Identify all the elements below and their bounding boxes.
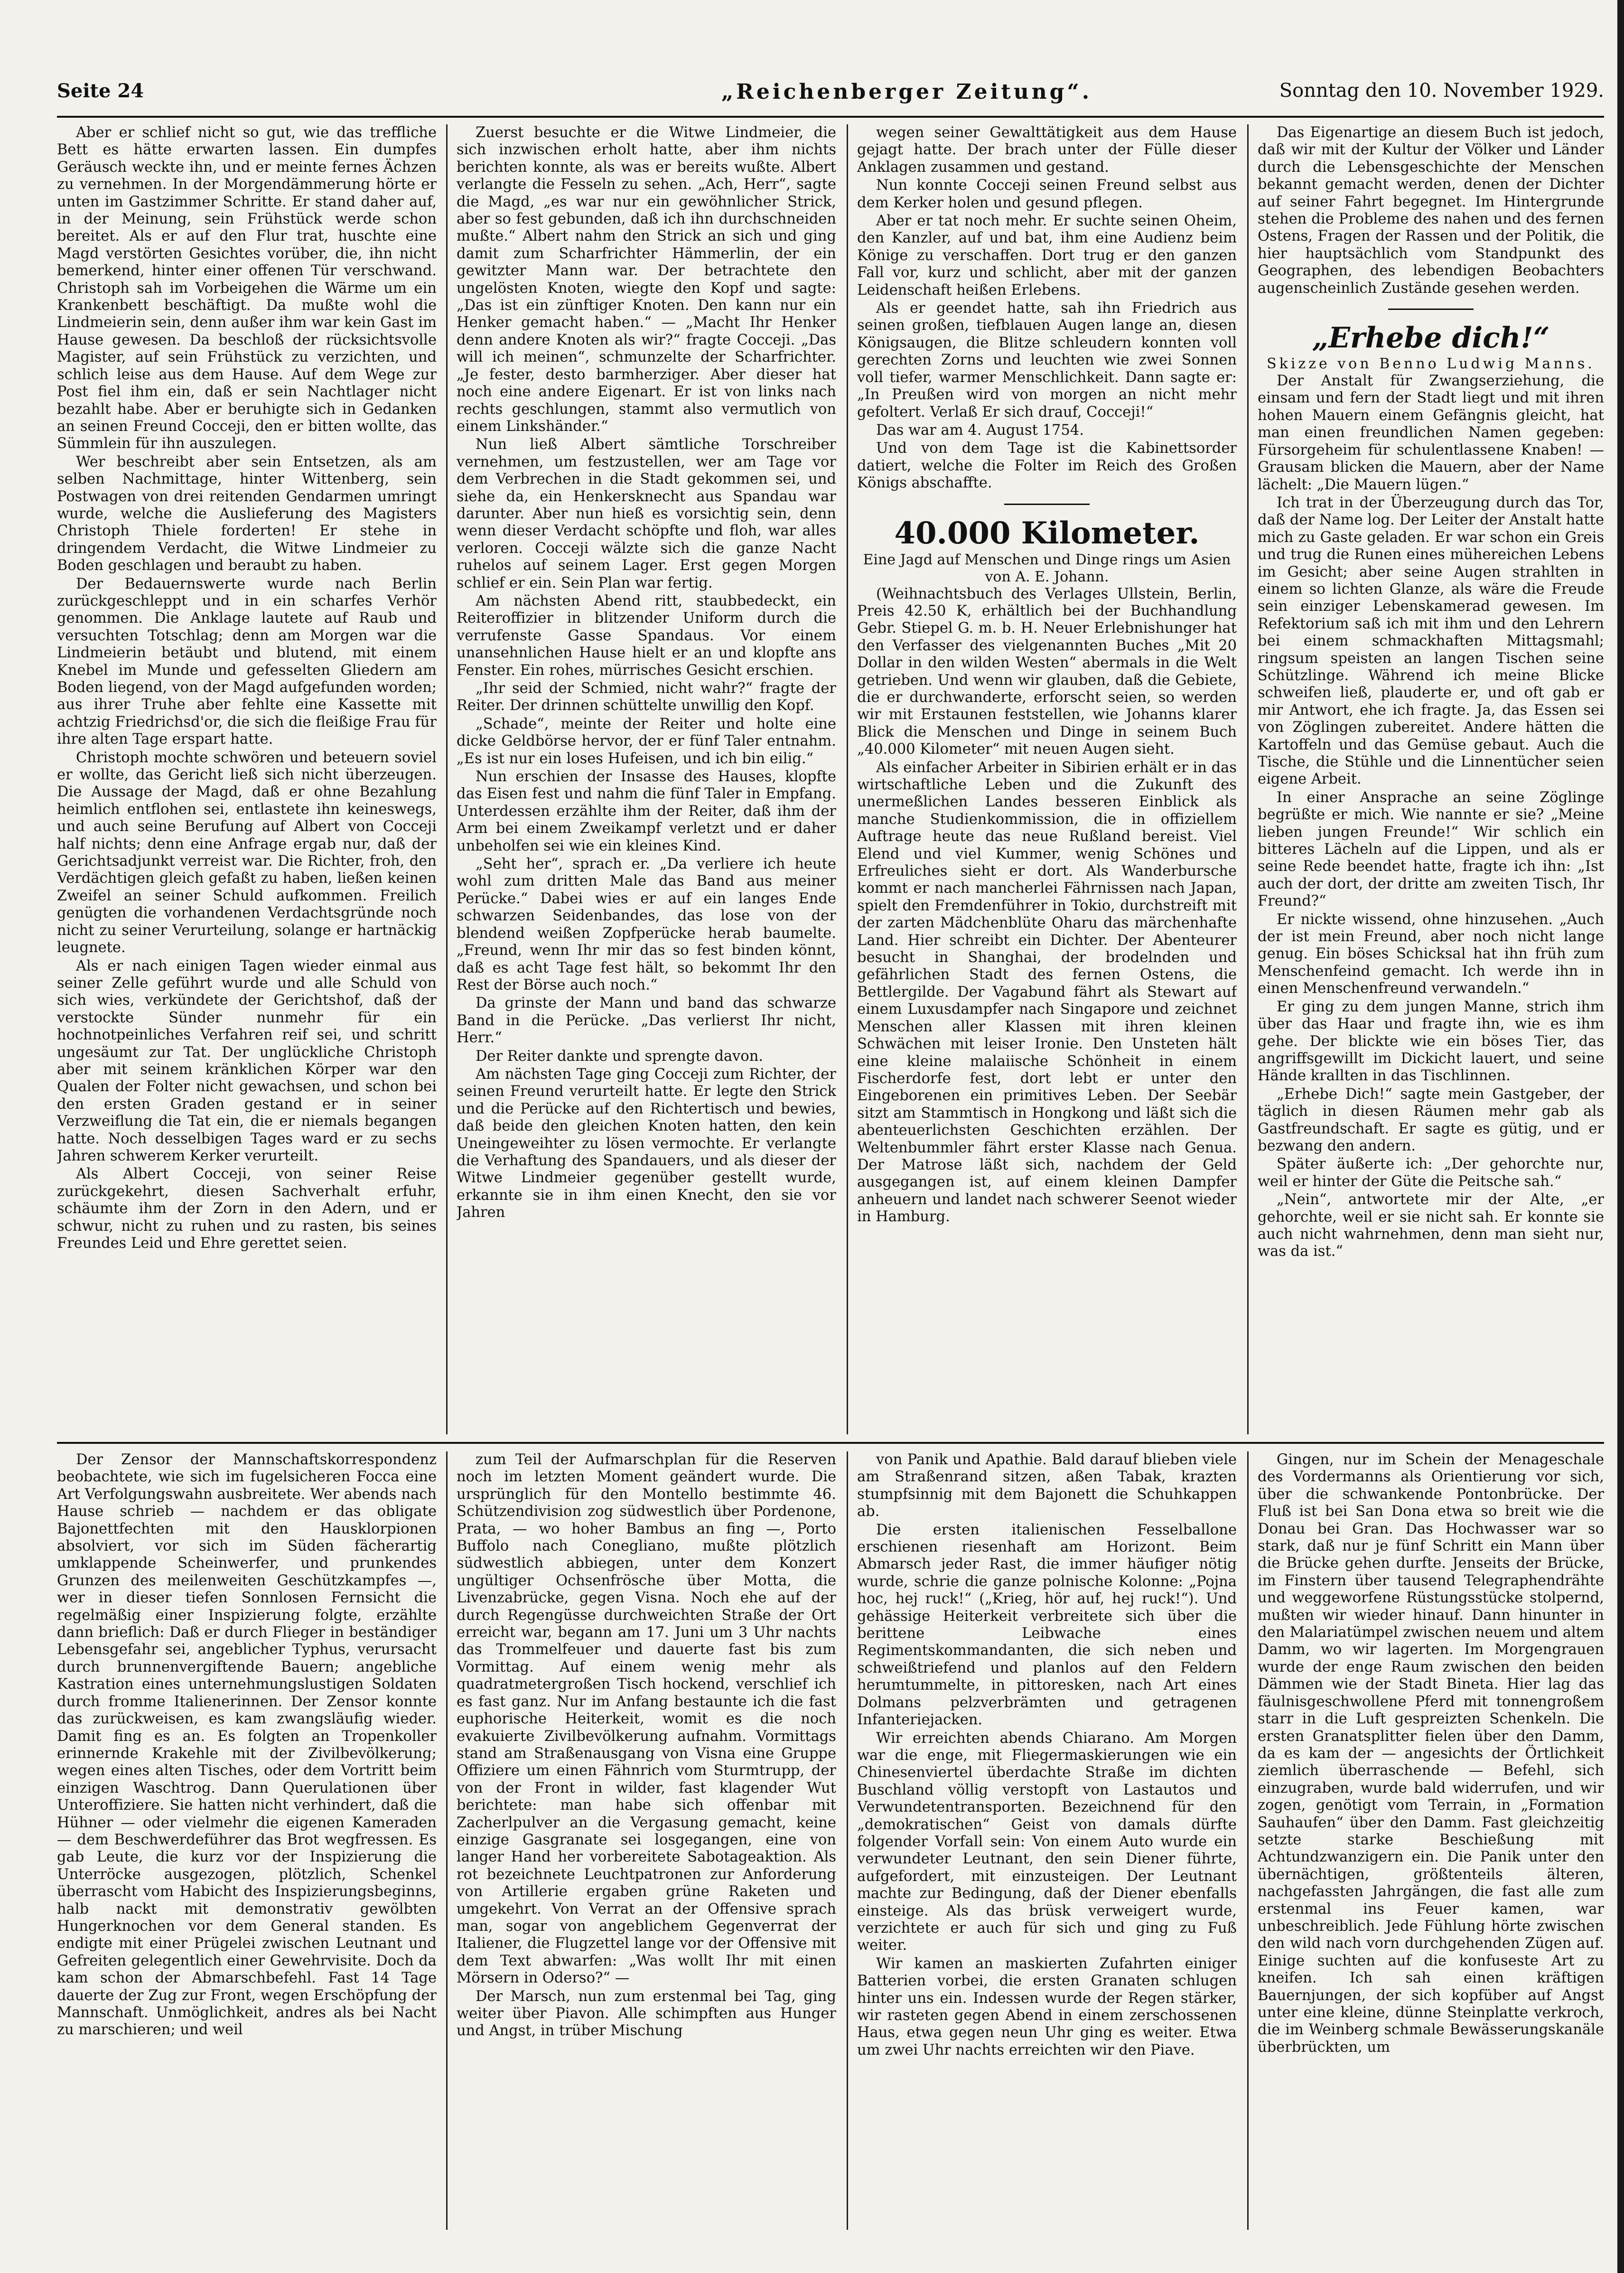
paragraph: Die ersten italienischen Fesselballone erschienen riesenhaft am Horizont. Beim Abmarsch jeder Rast, die immer häufiger nötig wurde, schrie die ganze polnische Kolonne: „Pojna hoc, hej ruck!“ („Krieg, hör auf, hej ruck!“). Und gehässige Heiterkeit verbreitete sich über die berittene Leibwache eines Regimentskommandanten, die sich neben und schweißtriefend und planlos auf den Feldern herumtummelte, in pittoresken, nach Art eines Dolmans pelzverbrämten und getragenen Infanteriejacken. — [857, 1521, 1237, 1729]
paragraph: Nun konnte Cocceji seinen Freund selbst aus dem Kerker holen und gesund pflegen. — [857, 177, 1237, 211]
paragraph: Als er geendet hatte, sah ihn Friedrich aus seinen großen, tiefblauen Augen lange an, diesen Königsaugen, die Blitze schleudern konnten voll gerechten Zorns und leuchten wie zwei Sonnen voll tiefer, warmer Menschlichkeit. Dann sagte er: „In Preußen wird von morgen an nicht mehr gefoltert. Verlaß Er sich drauf, Cocceji!“ — [857, 300, 1237, 421]
paragraph: Zuerst besuchte er die Witwe Lindmeier, die sich inzwischen erholt hatte, aber ihm nichts berichten konnte, als was er bereits wußte. Albert verlangte die Fesseln zu sehen. „Ach, Herr“, sagte die Magd, „es war nur ein gewöhnlicher Strick, aber so fest gebunden, daß ich ihn durchschneiden mußte.“ Albert nahm den Strick an sich und ging damit zum Scharfrichter Hämmerlin, der ein gewitzter Mann war. Der betrachtete den ungelösten Knoten, wiegte den Kopf und sagte: „Das ist ein zünftiger Knoten. Den kann nur ein Henker gemacht haben.“ — „Macht Ihr Henker denn andere Knoten als wir?“ fragte Cocceji. „Das will ich meinen“, schmunzelte der Scharfrichter. „Je fester, desto barmherziger. Aber dieser hat noch eine andere Eigenart. Er ist von links nach rechts geschlungen, stammt also vermutlich von einem Linkshänder.“ — [457, 124, 836, 435]
column-divider — [1247, 124, 1249, 1434]
article-subtitle-kilometer: Eine Jagd auf Menschen und Dinge rings um Asien von A. E. Johann. — [863, 551, 1231, 585]
paragraph: Wir erreichten abends Chiarano. Am Morgen war die enge, mit Fliegermaskierungen wie ein Chinesenviertel überdachte Straße im dichten Buschland völlig verstopft von Lastautos und Verwundetentransporten. Bezeichnend für den „demokratischen“ Geist von damals dürfte folgender Vorfall sein: Von einem Auto wurde ein verwundeter Leutnant, den sein Diener führte, aufgefordert, mit einzusteigen. Der Leutnant machte zur Bedingung, daß der Diener ebenfalls einsteige. Als das brüsk verweigert wurde, verzichtete er auch für sich und ging zu Fuß weiter. — [857, 1730, 1237, 1954]
paragraph: Wir kamen an maskierten Zufahrten einiger Batterien vorbei, die ersten Granaten schlugen hinter uns ein. Indessen wurde der Regen stärker, wir rasteten gegen Abend in einem zerschossenen Haus, etwa gegen neun Uhr ging es weiter. Etwa um zwei Uhr nachts erreichten wir den Piave. — [857, 1955, 1237, 2058]
paragraph: Gingen, nur im Schein der Menageschale des Vordermanns als Orientierung vor sich, über die schwankende Pontonbrücke. Der Fluß ist bei San Dona etwa so breit wie die Donau bei Gran. Das Hochwasser war so stark, daß nur je fünf Schritt ein Mann über die Brücke gehen durfte. Jenseits der Brücke, im Finstern über tausend Telegraphendrähte und weggeworfene Rüstungsstücke stolpernd, mußten wir wieder hinauf. Dann hinunter in den Malariatümpel zwischen neuem und altem Damm, wo wir lagerten. Im Morgengrauen wurde der enge Raum zwischen den beiden Dämmen wie der Stadt Bineta. Hier lag das fäulnisgeschwollene Pferd mit tonnengroßem starr in die Luft gespreizten Schenkeln. Die ersten Granatsplitter fielen über den Damm, da es kam der — angesichts der Örtlichkeit ziemlich überraschende — Befehl, sich einzugraben, wurde bald widerrufen, und wir zogen, genötigt vom Terrain, in „Formation Sauhaufen“ über den Damm. Fast gleichzeitig setzte starke Beschießung mit Achtundzwanzigern ein. Die Panik unter den übernächtigen, größtenteils älteren, nachgefassten Jahrgängen, die fast alle zum erstenmal ins Feuer kamen, war unbeschreiblich. Jede Fühlung hörte zwischen den wild nach vorn durchgehenden Zügen auf. Einige suchten auf die konfuseste Art zu kneifen. Ich sah einen kräftigen Bauernjungen, der sich kopfüber auf Angst unter eine kleine, dünne Steinplatte verkroch, die im Weinberg schmale Bewässerungskanäle überbrückten, um — [1258, 1451, 1604, 2056]
paragraph: Der Anstalt für Zwangserziehung, die einsam und fern der Stadt liegt und mit ihren hohen Mauern einem Gefängnis gleicht, hat man einen freundlichen Namen gegeben: Fürsorgeheim für schulentlassene Knaben! — Grausam blicken die Mauern, aber der Name lächelt: „Die Mauern lügen.“ — [1258, 373, 1604, 493]
paragraph: Aber er tat noch mehr. Er suchte seinen Oheim, den Kanzler, auf und bat, ihm eine Audienz beim Könige zu verschaffen. Dort trug er den ganzen Fall vor, kurz und schlicht, aber mit der ganzen Leidenschaft heißen Erlebens. — [857, 213, 1237, 299]
paragraph: Der Marsch, nun zum erstenmal bei Tag, ging weiter über Piavon. Alle schimpften aus Hunger und Angst, in trüber Mischung — [457, 1988, 836, 2039]
paragraph: Ich trat in der Überzeugung durch das Tor, daß der Name log. Der Leiter der Anstalt hatte mich zu Gaste geladen. Er war schon ein Greis und trug die Runen eines mühereichen Lebens im Gesicht; aber seine Augen strahlten in einem so lichten Glanze, als wäre die Freude sein einziger Lebenskamerad gewesen. Im Refektorium saß ich mit ihm und den Lehrern bei einem schmackhaften Mittagsmahl; ringsum speisten an langen Tischen seine Schützlinge. Während ich meine Blicke schweifen ließ, plauderte er, und oft gab er mir Antwort, ehe ich fragte. Ja, das Essen sei von Zöglingen zubereitet. Andere hätten die Kartoffeln und das Gemüse gebaut. Auch die Tische, die Stühle und die Linnentücher seien eigene Arbeit. — [1258, 494, 1604, 788]
page-number: Seite 24 — [57, 80, 144, 102]
column-divider — [847, 124, 848, 1434]
bottom-column-3 — [857, 1451, 1237, 2230]
paragraph: Wer beschreibt aber sein Entsetzen, als am selben Nachmittage, hinter Wittenberg, sein Postwagen von drei reitenden Gendarmen umringt wurde, welche die Auslieferung des Magisters Christoph Thiele forderten! Er stehe in dringendem Verdacht, die Witwe Lindmeier zu Boden geschlagen und beraubt zu haben. — [57, 453, 437, 574]
article-title-kilometer: 40.000 Kilometer. — [894, 515, 1200, 551]
paragraph: Der Bedauernswerte wurde nach Berlin zurückgeschleppt und in ein scharfes Verhör genommen. Die Anklage lautete auf Raub und versuchten Totschlag; denn am Morgen war die Lindmeierin betäubt und blutend, mit einem Knebel im Munde und gefesselten Gliedern am Boden liegend, von der Magd aufgefunden worden; aus ihrer Truhe aber fehlte eine Kassette mit achtzig Friedrichsd'or, die sich die fleißige Frau für ihre alten Tage erspart hatte. — [57, 575, 437, 748]
paragraph: „Seht her“, sprach er. „Da verliere ich heute wohl zum dritten Male das Band aus meiner Perücke.“ Dabei wies er auf ein langes Ende schwarzen Seidenbandes, das lose von der blendend weißen Zopfperücke herab baumelte. „Freund, wenn Ihr mir das so fest binden könnt, daß es acht Tage fest hält, so bekommt Ihr den Rest der Börse auch noch.“ — [457, 856, 836, 993]
bottom-column-1 — [57, 1451, 437, 2230]
header-rule — [57, 116, 1604, 118]
paragraph: „Erhebe Dich!“ sagte mein Gastgeber, der täglich in diesen Räumen mehr gab als Gastfreundschaft. Er sagte es gütig, und er bezwang den andern. — [1258, 1085, 1604, 1154]
column-divider — [1247, 1451, 1249, 2230]
paragraph: Als Albert Cocceji, von seiner Reise zurückgekehrt, diesen Sachverhalt erfuhr, schäumte ihm der Zorn in den Adern, und er schwur, nicht zu ruhen und zu rasten, bis seines Freundes Leid und Ehre gerettet seien. — [57, 1166, 437, 1252]
paragraph: zum Teil der Aufmarschplan für die Reserven noch im letzten Moment geändert wurde. Die ursprünglich für den Montello bestimmte 46. Schützendivision zog südwestlich über Pordenone, Prata, — wo hoher Bambus an fing —, Porto Buffolo nach Conegliano, mußte plötzlich südwestlich abbiegen, unter dem Konzert ungültiger Ochsenfrösche über Motta, die Livenzabrücke, gegen Visna. Noch ehe auf der durch Regengüsse durchweichten Straße der Ort erreicht war, begann am 17. Juni um 3 Uhr nachts das Trommelfeuer und dauerte fast bis zum Vormittag. Auf einem wenig mehr als quadratmetergroßen Tisch hockend, verschlief ich es fast ganz. Nur im Anfang bestaunte ich die fast euphorische Heiterkeit, womit es die noch evakuierte Zivilbevölkerung aufnahm. Vormittags stand am Straßenausgang von Visna eine Gruppe Offiziere um einen Fähnrich vom Sturmtrupp, der von der Front in wilder, fast klagender Wut berichtete: man habe sich offenbar mit Zacherlpulver an die Vergasung gemacht, keine einzige Gasgranate sei losgegangen, eine von langer Hand her vorbereitete Sabotageaktion. Als rot bezeichnete Leuchtpatronen zur Anforderung von Artillerie ergaben grüne Raketen und umgekehrt. Von Verrat an der Offensive sprach man, sogar von angeblichem Gegenverrat der Italiener, die Flugzettel lange vor der Offensive mit dem Text abwarfen: „Was wollt Ihr mit einen Mörsern in Oderso?“ — — [457, 1451, 836, 1987]
paragraph: Christoph mochte schwören und beteuern soviel er wollte, das Gericht ließ sich nicht überzeugen. Die Aussage der Magd, daß er ohne Bezahlung heimlich entflohen sei, entlastete ihn keineswegs, und auch seine Berufung auf Albert von Cocceji half nichts; denn eine Anfrage ergab nur, daß der Gerichtsadjunkt verreist war. Die Richter, froh, den Verdächtigen gleich gefaßt zu haben, ließen keinen Zweifel an seiner Schuld aufkommen. Freilich genügten die vorhandenen Verdachtsgründe noch nicht zu seiner Verurteilung, solange er hartnäckig leugnete. — [57, 749, 437, 956]
paragraph: Das Eigenartige an diesem Buch ist jedoch, daß wir mit der Kultur der Völker und Länder durch die Lebensgeschichte der Menschen bekannt gemacht werden, denen der Dichter auf seiner Fahrt begegnet. Im Hintergrunde stehen die Probleme des nahen und des fernen Ostens, Fragen der Rassen und der Politik, die hier hauptsächlich vom Standpunkt des Geographen, des lebendigen Beobachters augenscheinlich Zustände gesehen werden. — [1258, 124, 1604, 297]
bottom-column-4 — [1258, 1451, 1604, 2230]
paragraph: Und von dem Tage ist die Kabinettsorder datiert, welche die Folter im Reich des Großen Königs abschaffte. — [857, 440, 1237, 492]
paragraph: Das war am 4. August 1754. — [876, 421, 1084, 439]
column-divider — [446, 124, 448, 1434]
paragraph: Als er nach einigen Tagen wieder einmal aus seiner Zelle geführt wurde und alle Schuld von sich wies, verkündete der Gerichtshof, daß der verstockte Sünder nunmehr für ein hochnotpeinliches Verfahren reif sei, und schritt ungesäumt zur Tat. Der unglückliche Christoph aber mit seinem kränklichen Körper war den Qualen der Folter nicht gewachsen, und schon bei den ersten Graden gestand er in seiner Verzweiflung die Tat ein, die er niemals begangen hatte. Noch desselbigen Tages ward er zu sechs Jahren schwerem Kerker verurteilt. — [57, 957, 437, 1164]
paragraph: In einer Ansprache an seine Zöglinge begrüßte er mich. Wie nannte er sie? „Meine lieben jungen Freunde!“ Wir schlich ein bitteres Lächeln auf die Lippen, und als er seine Rede beendet hatte, fragte ich ihn: „Ist auch der dort, der dritte am zweiten Tisch, Ihr Freund?“ — [1258, 789, 1604, 910]
paragraph: Nun ließ Albert sämtliche Torschreiber vernehmen, um festzustellen, wer am Tage vor dem Verbrechen in die Stadt gekommen sei, und siehe da, ein Henkersknecht aus Spandau war darunter. Aber nun hieß es vorsichtig sein, denn wenn dieser Verdacht schöpfte und floh, war alles verloren. Cocceji wälzte sich die ganze Nacht ruhelos auf seinem Lager. Erst gegen Morgen schlief er ein. Sein Plan war fertig. — [457, 436, 836, 591]
masthead: „Reichenberger Zeitung“. — [721, 80, 1092, 104]
paragraph: „Schade“, meinte der Reiter und holte eine dicke Geldbörse hervor, der er fünf Taler entnahm. „Es ist nur ein loses Hufeisen, und ich bin eilig.“ — [457, 715, 836, 767]
paragraph: Später äußerte ich: „Der gehorchte nur, weil er hinter der Güte die Peitsche sah.“ — [1258, 1156, 1604, 1190]
scan-edge — [1617, 0, 1624, 2273]
top-column-3 — [857, 124, 1237, 1434]
column-divider — [446, 1451, 448, 2230]
paragraph: „Ihr seid der Schmied, nicht wahr?“ fragte der Reiter. Der drinnen schüttelte unwillig den Kopf. — [457, 680, 836, 714]
page-header — [57, 80, 1604, 113]
paragraph: (Weihnachtsbuch des Verlages Ullstein, Berlin, Preis 42.50 K, erhältlich bei der Buchhandlung Gebr. Stiepel G. m. b. H. Neuer Erlebnishunger hat den Verfasser des vielgenannten Buches „Mit 20 Dollar in den wilden Westen“ abermals in die Welt getrieben. Und wenn wir glauben, daß die Gebiete, die er durchwanderte, erforscht seien, so werden wir mit Erstaunen feststellen, wie Johanns klarer Blick die Menschen und Dinge in seinem Buch „40.000 Kilometer“ mit neuen Augen sieht. — [857, 585, 1237, 758]
column-divider — [847, 1451, 848, 2230]
section-rule — [1004, 504, 1090, 505]
paragraph: Nun erschien der Insasse des Hauses, klopfte das Eisen fest und nahm die fünf Taler in Empfang. Unterdessen erzählte ihm der Reiter, daß ihm der Arm bei einem Zweikampf verletzt und er daher unbeholfen sei wie ein kleines Kind. — [457, 768, 836, 854]
paragraph: Er ging zu dem jungen Manne, strich ihm über das Haar und fragte ihn, wie es ihm gehe. Der blickte wie ein böses Tier, das angriffsgewillt im Dickicht lauert, und seine Hände krallten in das Tischlinnen. — [1258, 998, 1604, 1085]
article-title-erhebe: „Erhebe dich!“ — [1312, 321, 1550, 355]
top-column-1 — [57, 124, 437, 1434]
top-column-4 — [1258, 124, 1604, 1434]
bottom-column-2 — [457, 1451, 836, 2230]
paragraph: Da grinste der Mann und band das schwarze Band in die Perücke. „Das verlierst Ihr nicht, Herr.“ — [457, 995, 836, 1047]
top-column-2 — [457, 124, 836, 1434]
section-divider — [57, 1442, 1604, 1444]
section-rule — [1388, 309, 1474, 310]
paragraph: Am nächsten Tage ging Cocceji zum Richter, der seinen Freund verurteilt hatte. Er legte den Strick und die Perücke auf den Richtertisch und bewies, daß beide den gleichen Knoten hatten, den kein Uneingeweihter zu lösen vermochte. Er verlangte die Verhaftung des Spandauers, und als dieser der Witwe Lindmeier gegenüber gestellt wurde, erkannte sie in ihm einen Knecht, den sie vor Jahren — [457, 1066, 836, 1221]
article-subtitle-erhebe: Skizze von Benno Ludwig Manns. — [1267, 355, 1595, 373]
paragraph: Er nickte wissend, ohne hinzusehen. „Auch der ist mein Freund, aber noch nicht lange genug. Ein böses Schicksal hat ihn früh zum Menschenfeind gemacht. Ich werde ihn in einen Menschenfreund verwandeln.“ — [1258, 911, 1604, 997]
paragraph: Der Zensor der Mannschaftskorrespondenz beobachtete, wie sich im fugelsicheren Focca eine Art Verfolgungswahn ausbreitete. Wer abends nach Hause schrieb — nachdem er das obligate Bajonettfechten mit den Hausklorpionen absolviert, vor sich im Süden fächerartig umklappende Scheinwerfer, und prunkendes Grunzen des meilenweiten Geschützkampfes —, wer in dieser tiefen Sonnlosen Fernsicht die regelmäßig einer Inspizierung folgte, erzählte dann brieflich: Daß er durch Flieger in beständiger Lebensgefahr sei, angeblicher Typhus, verursacht durch brunnenvergiftende Bauern; angebliche Kastration eines unternehmungslustigen Soldaten durch fromme Italienerinnen. Der Zensor konnte das zurückweisen, es kam zwangsläufig wieder. Damit fing es an. Es folgten an Tropenkoller erinnernde Krakehle mit der Zivilbevölkerung; wegen eines alten Tisches, oder dem Vortritt beim einzigen Waschtrog. Dann Querulationen über Unteroffiziere. Sie hatten nicht verhindert, daß die Hühner — oder vielmehr die eigenen Kameraden — dem Beschwerdeführer das Brot wegfressen. Es gab Leute, die kurz vor der Inspizierung die Unterröcke ausgezogen, plötzlich, Schenkel überrascht vom Habicht des Inspizierungsbeginns, halb nackt mit demonstrativ gewölbten Hungerknochen vor dem General standen. Es endigte mit einer Prügelei zwischen Leutnant und Gefreiten gelegentlich einer Gewehrvisite. Doch da kam schon der Abmarschbefehl. Fast 14 Tage dauerte der Zug zur Front, wegen Erschöpfung der Mannschaft. Unmöglichkeit, andres als bei Nacht zu marschieren; und weil — [57, 1451, 437, 2039]
paragraph: von Panik und Apathie. Bald darauf blieben viele am Straßenrand sitzen, aßen Tabak, krazten stumpfsinnig mit dem Bajonett die Schuhkappen ab. — [857, 1451, 1237, 1520]
paragraph: „Nein“, antwortete mir der Alte, „er gehorchte, weil er sie nicht sah. Er konnte sie auch nicht wahrnehmen, denn man sieht nur, was da ist.“ — [1258, 1191, 1604, 1260]
paragraph: Als einfacher Arbeiter in Sibirien erhält er in das wirtschaftliche Leben und die Zukunft des unermeßlichen Landes besseren Einblick als manche Studienkommission, die in offiziellem Auftrage heute das neue Rußland bereist. Viel Elend und viel Kummer, wenig Schönes und Erfreuliches sieht er dort. Als Wanderbursche kommt er nach mancherlei Fährnissen nach Japan, spielt den Fremdenführer in Tokio, durchstreift mit der zarten Mädchenblüte Oharu das märchenhafte Land. Hier schreibt ein Dichter. Der Abenteurer besucht in Shanghai, der brodelnden und gefährlichen Stadt des fernen Ostens, die Bettlergilde. Der Vagabund fährt als Stewart auf einem Luxusdampfer nach Singapore und zeichnet Menschen aller Klassen mit ihren kleinen Schwächen mit leiser Ironie. Den Unsteten hält eine kleine malaiische Schönheit in einem Fischerdorfe fest, dort lebt er unter den Eingeborenen ein primitives Leben. Der Seebär sitzt am Stammtisch in Hongkong und läßt sich die abenteuerlichsten Geschichten erzählen. Der Weltenbummler fährt erster Klasse nach Genua. Der Matrose läßt sich, nachdem der Geld ausgegangen ist, auf einem kleinen Dampfer anheuern und landet nach schwerer Seenot wieder in Hamburg. — [857, 759, 1237, 1225]
paragraph: Der Reiter dankte und sprengte davon. — [476, 1048, 764, 1065]
paragraph: Am nächsten Abend ritt, staubbedeckt, ein Reiteroffizier in blitzender Uniform durch die verrufenste Gasse Spandaus. Vor einem unansehnlichen Hause hielt er an und klopfte ans Fenster. Ein rohes, mürrisches Gesicht erschien. — [457, 592, 836, 679]
paragraph: wegen seiner Gewalttätigkeit aus dem Hause gejagt hatte. Der brach unter der Fülle dieser Anklagen zusammen und gestand. — [857, 124, 1237, 176]
issue-date: Sonntag den 10. November 1929. — [1279, 80, 1604, 102]
paragraph: Aber er schlief nicht so gut, wie das treffliche Bett es hätte erwarten lassen. Ein dumpfes Geräusch weckte ihn, und er meinte fernes Ächzen zu vernehmen. In der Morgendämmerung hörte er unten im Gastzimmer Schritte. Er stand daher auf, in der Meinung, sein Frühstück werde schon bereitet. Als er auf den Flur trat, huschte eine Magd verstörten Gesichtes vorüber, die, ihn nicht bemerkend, hinter einer offenen Tür verschwand. Christoph sah im Vorbeigehen die Wärme um ein Krankenbett beschäftigt. Da mußte wohl die Lindmeierin sein, denn außer ihm war kein Gast im Hause gewesen. Da beschloß der rücksichtsvolle Magister, auf sein Frühstück zu verzichten, und schlich leise aus dem Hause. Auf dem Wege zur Post fiel ihm ein, daß er sein Nachtlager nicht bezahlt habe. Aber er beruhigte sich in Gedanken an seinen Freund Cocceji, den er bitten wollte, das Sümmlein für ihn auszulegen. — [57, 124, 437, 452]
